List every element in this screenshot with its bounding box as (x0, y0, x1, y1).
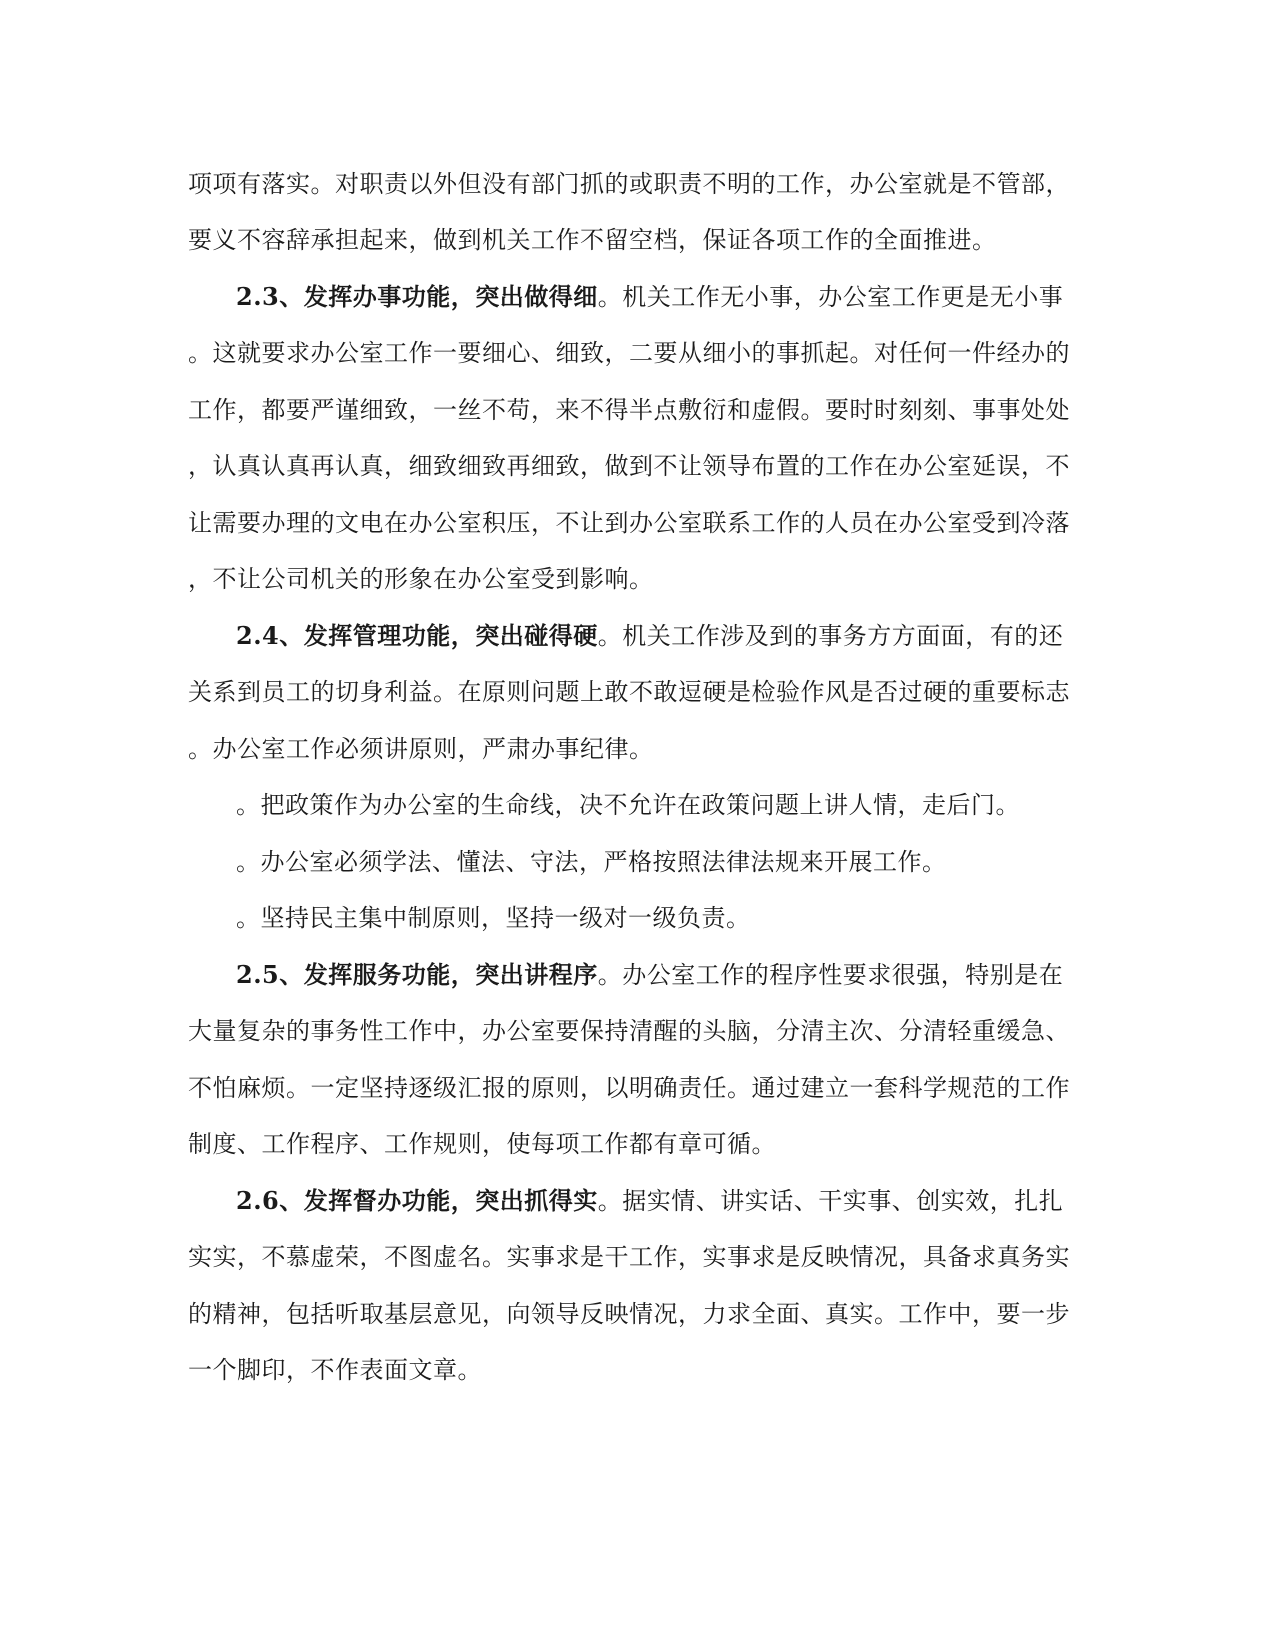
body-line: 大量复杂的事务性工作中，办公室要保持清醒的头脑，分清主次、分清轻重缓急、 (188, 1017, 1070, 1045)
list-item: 。坚持民主集中制原则，坚持一级对一级负责。 (236, 904, 751, 932)
body-line: 实实，不慕虚荣，不图虚名。实事求是干工作，实事求是反映情况，具备求真务实 (188, 1243, 1070, 1271)
section-2-3-first-line (236, 277, 1136, 317)
list-item: 。把政策作为办公室的生命线，决不允许在政策问题上讲人情，走后门。 (236, 791, 1020, 819)
body-line: 制度、工作程序、工作规则，使每项工作都有章可循。 (188, 1130, 776, 1158)
section-2-6-heading: 2.6、发挥督办功能，突出抓得实 (236, 1186, 598, 1215)
body-line: ，不让公司机关的形象在办公室受到影响。 (188, 565, 654, 593)
section-2-5-text: 。办公室工作的程序性要求很强，特别是在 (597, 961, 1064, 989)
body-line: 工作，都要严谨细致，一丝不苟，来不得半点敷衍和虚假。要时时刻刻、事事处处 (188, 396, 1070, 424)
body-line: ，认真认真再认真，细致细致再细致，做到不让领导布置的工作在办公室延误，不 (188, 452, 1070, 480)
section-2-3-heading: 2.3、发挥办事功能，突出做得细 (236, 282, 598, 311)
body-line: 一个脚印，不作表面文章。 (188, 1356, 482, 1384)
list-item: 。办公室必须学法、懂法、守法，严格按照法律法规来开展工作。 (236, 848, 947, 876)
body-line: 。办公室工作必须讲原则，严肃办事纪律。 (188, 735, 654, 763)
section-2-5-first-line (236, 955, 1136, 995)
section-2-4-heading: 2.4、发挥管理功能，突出碰得硬 (236, 621, 598, 650)
section-2-6-text: 。据实情、讲实话、干实事、创实效，扎扎 (597, 1187, 1064, 1215)
body-line: 关系到员工的切身利益。在原则问题上敢不敢逗硬是检验作风是否过硬的重要标志 (188, 678, 1070, 706)
body-line: 项项有落实。对职责以外但没有部门抓的或职责不明的工作，办公室就是不管部， (188, 170, 1070, 198)
body-line: 让需要办理的文电在办公室积压，不让到办公室联系工作的人员在办公室受到冷落 (188, 509, 1070, 537)
body-line: 。这就要求办公室工作一要细心、细致，二要从细小的事抓起。对任何一件经办的 (188, 339, 1070, 367)
section-2-3-text: 。机关工作无小事，办公室工作更是无小事 (597, 283, 1064, 311)
body-line: 要义不容辞承担起来，做到机关工作不留空档，保证各项工作的全面推进。 (188, 226, 997, 254)
body-line: 不怕麻烦。一定坚持逐级汇报的原则，以明确责任。通过建立一套科学规范的工作 (188, 1074, 1070, 1102)
body-line: 的精神，包括听取基层意见，向领导反映情况，力求全面、真实。工作中，要一步 (188, 1300, 1070, 1328)
section-2-5-heading: 2.5、发挥服务功能，突出讲程序 (236, 960, 598, 989)
section-2-6-first-line (236, 1181, 1136, 1221)
section-2-4-first-line (236, 616, 1136, 656)
section-2-4-text: 。机关工作涉及到的事务方方面面，有的还 (597, 622, 1064, 650)
